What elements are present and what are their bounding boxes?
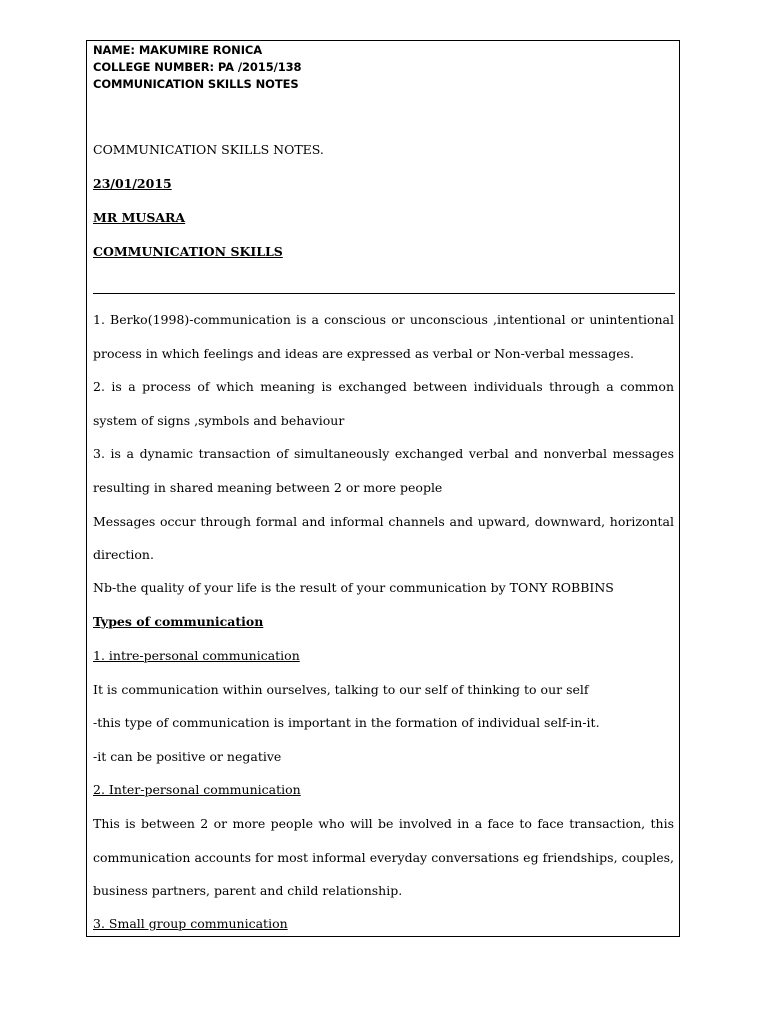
types-heading: Types of communication [93, 614, 264, 629]
type-1-line-1: It is communication within ourselves, talking to our self of thinking to our self [93, 682, 589, 697]
type-2-line-3: business partners, parent and child relationship. [93, 883, 403, 898]
definition-1-line-2: process in which feelings and ideas are expressed as verbal or Non-verbal messages. [93, 346, 634, 361]
type-2-heading: 2. Inter-personal communication [93, 782, 301, 797]
definition-1-line-1: 1. Berko(1998)-communication is a conscious or unconscious ,intentional or unintentional [93, 312, 674, 327]
definition-3-line-1: 3. is a dynamic transaction of simultaneously exchanged verbal and nonverbal messages [93, 446, 674, 461]
definition-2-line-2: system of signs ,symbols and behaviour [93, 413, 345, 428]
student-name: NAME: MAKUMIRE RONICA [93, 43, 263, 57]
lecturer-name: MR MUSARA [93, 210, 186, 225]
type-2-line-1: This is between 2 or more people who will be involved in a face to face transaction, this [93, 816, 674, 831]
lecture-date: 23/01/2015 [93, 176, 172, 191]
notes-subject: COMMUNICATION SKILLS NOTES [93, 77, 299, 91]
type-1-heading: 1. intre-personal communication [93, 648, 300, 663]
type-1-line-2: -this type of communication is important in the formation of individual self-in-it. [93, 715, 600, 730]
horizontal-rule [93, 293, 675, 294]
definition-3-line-2: resulting in shared meaning between 2 or more people [93, 480, 443, 495]
course-title: COMMUNICATION SKILLS [93, 244, 283, 259]
college-number: COLLEGE NUMBER: PA /2015/138 [93, 60, 302, 74]
type-1-line-3: -it can be positive or negative [93, 749, 282, 764]
document-title: COMMUNICATION SKILLS NOTES. [93, 142, 324, 157]
definition-2-line-1: 2. is a process of which meaning is exchanged between individuals through a common [93, 379, 674, 394]
type-3-heading: 3. Small group communication [93, 916, 288, 931]
messages-line-2: direction. [93, 547, 154, 562]
type-2-line-2: communication accounts for most informal everyday conversations eg friendships, couples, [93, 850, 674, 865]
messages-line-1: Messages occur through formal and informal channels and upward, downward, horizontal [93, 514, 674, 529]
nb-quote: Nb-the quality of your life is the result of your communication by TONY ROBBINS [93, 580, 614, 595]
